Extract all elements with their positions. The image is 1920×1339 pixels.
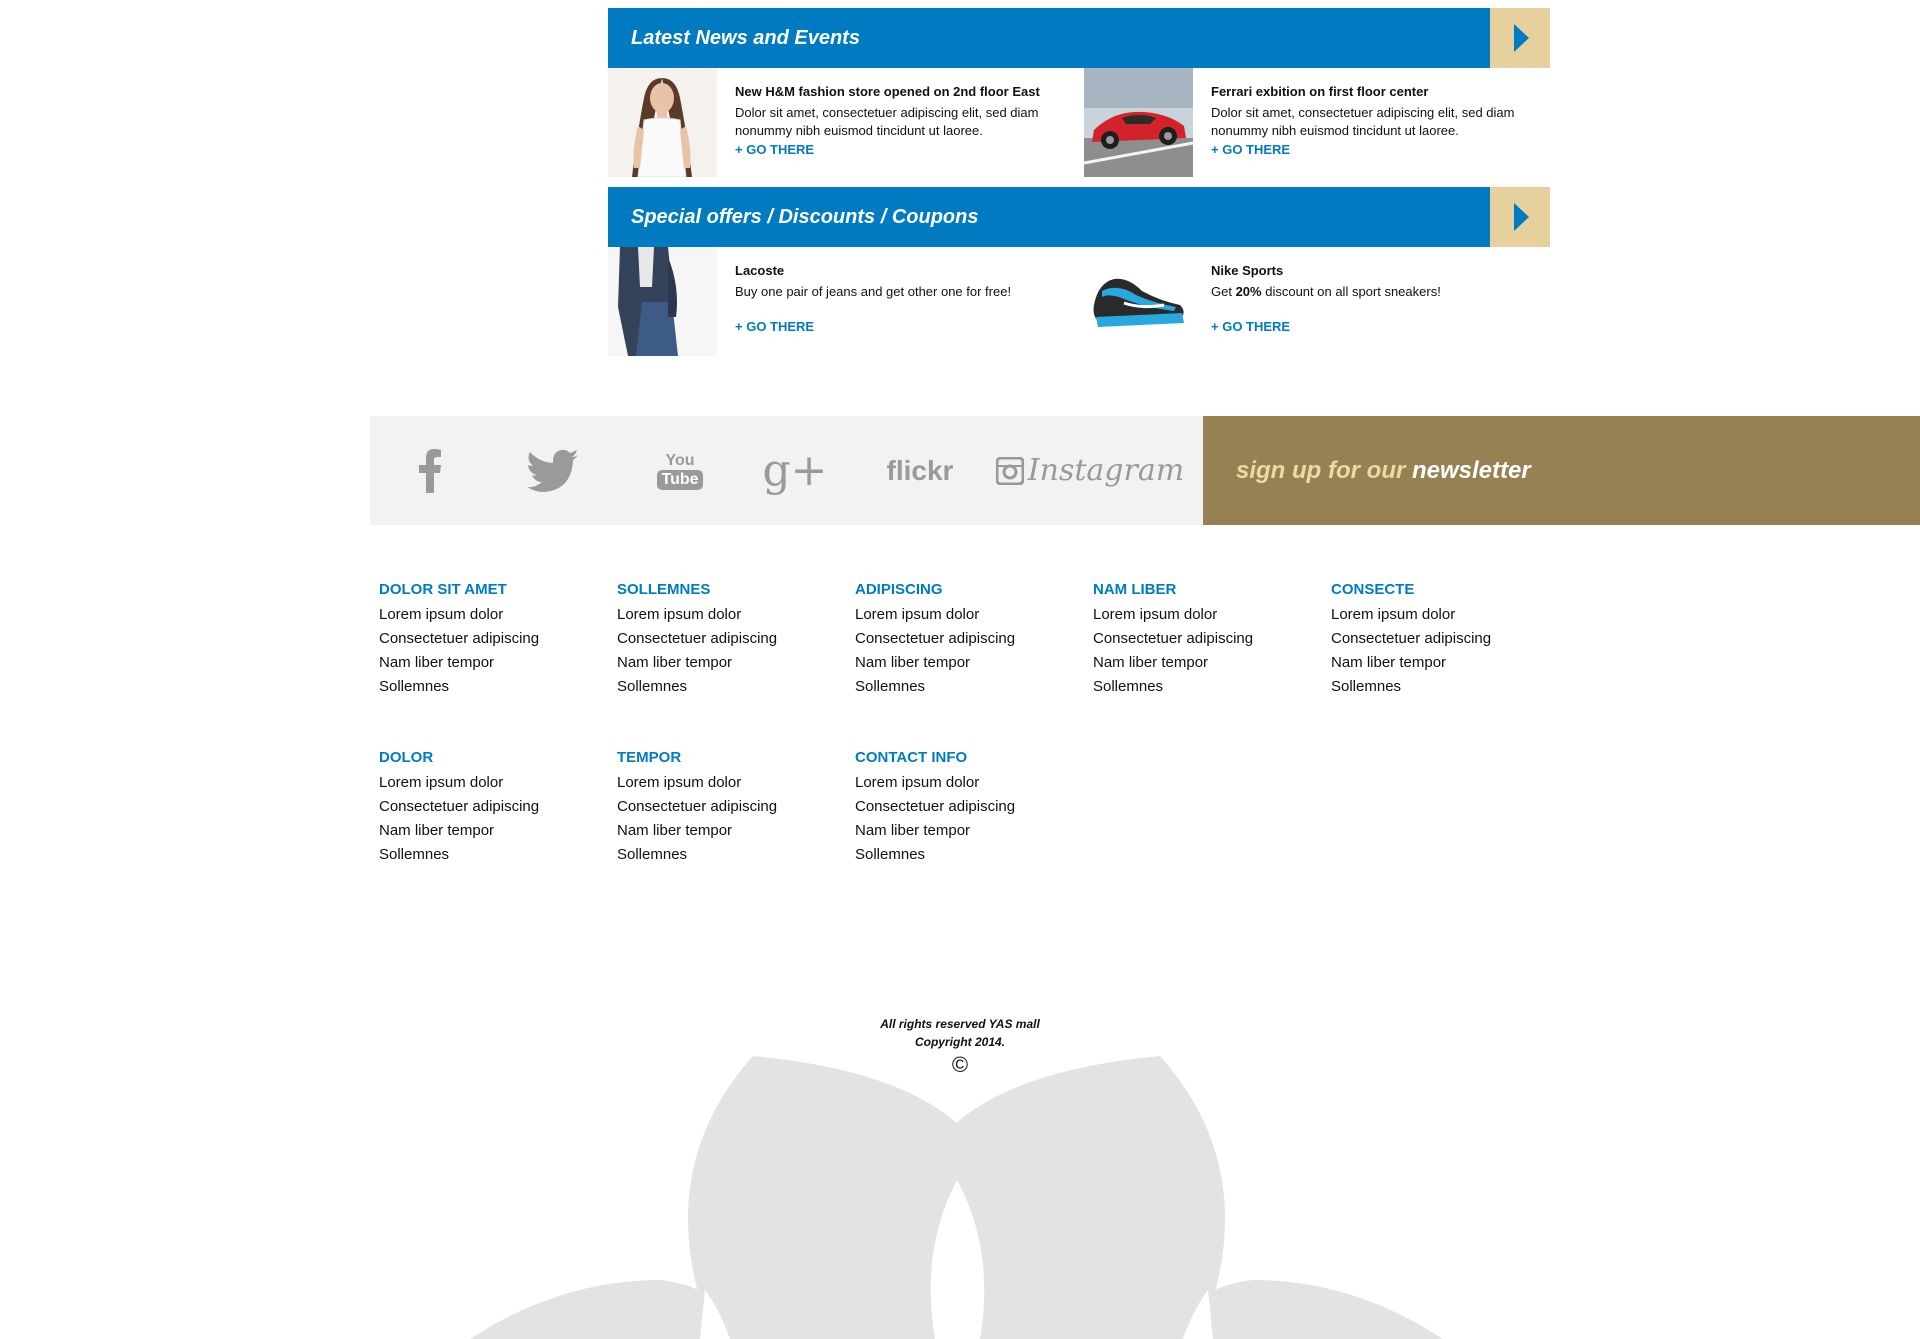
youtube-text-top: You xyxy=(665,451,695,469)
newsletter-main-text: newsletter xyxy=(1411,457,1531,484)
footer-link[interactable]: Nam liber tempor xyxy=(379,822,495,839)
offer-item-title: Nike Sports xyxy=(1211,263,1284,278)
offer-item-title: Lacoste xyxy=(735,263,785,278)
footer-link[interactable]: Nam liber tempor xyxy=(1331,654,1447,671)
footer-link[interactable]: Lorem ipsum dolor xyxy=(617,606,742,623)
offers-title: Special offers / Discounts / Coupons xyxy=(631,206,979,228)
offers-header xyxy=(608,187,1550,247)
copyright-line-1: All rights reserved YAS mall xyxy=(880,1017,1040,1031)
copyright-icon: © xyxy=(951,1052,969,1077)
newsletter-pre-text: sign up for our xyxy=(1236,457,1406,484)
google-plus-icon[interactable] xyxy=(745,416,845,525)
offers-panel xyxy=(608,187,1550,356)
footer-link[interactable]: Nam liber tempor xyxy=(855,822,971,839)
footer-link[interactable]: Lorem ipsum dolor xyxy=(855,606,980,623)
footer-column xyxy=(1331,580,1551,699)
news-item-title: New H&M fashion store opened on 2nd floor East xyxy=(735,84,1040,99)
footer-link[interactable]: Consectetuer adipiscing xyxy=(379,798,540,815)
footer-link[interactable]: Consectetuer adipiscing xyxy=(1331,630,1492,647)
footer-link[interactable]: Lorem ipsum dolor xyxy=(1331,606,1456,623)
news-item xyxy=(1084,68,1555,177)
news-title: Latest News and Events xyxy=(631,27,860,49)
offer-item-description: Buy one pair of jeans and get other one for free! xyxy=(735,284,1012,299)
footer-link[interactable]: Nam liber tempor xyxy=(1093,654,1209,671)
footer-column-heading[interactable]: NAM LIBER xyxy=(1093,581,1177,598)
offer-item-text xyxy=(1211,263,1546,334)
footer-link[interactable]: Nam liber tempor xyxy=(617,822,733,839)
ferrari-car-image xyxy=(1084,68,1193,177)
copyright-line-2: Copyright 2014. xyxy=(914,1035,1006,1049)
footer-link[interactable]: Sollemnes xyxy=(1331,678,1402,695)
news-next-button[interactable] xyxy=(1490,8,1550,68)
news-item xyxy=(608,68,1079,177)
news-item-description: Dolor sit amet, consectetuer adipiscing elit, sed diam nonummy nibh euismod tincidunt ut laoree. xyxy=(735,105,1039,138)
footer-column-heading[interactable]: SOLLEMNES xyxy=(617,581,711,598)
footer-column-heading[interactable]: CONSECTE xyxy=(1331,581,1415,598)
footer-link[interactable]: Nam liber tempor xyxy=(617,654,733,671)
flickr-icon[interactable] xyxy=(860,416,980,525)
footer-column xyxy=(1093,580,1313,699)
arrow-right-icon xyxy=(1514,203,1529,231)
footer-link[interactable]: Sollemnes xyxy=(1093,678,1164,695)
offers-next-button[interactable] xyxy=(1490,187,1550,247)
instagram-text: Instagram xyxy=(1027,453,1185,488)
footer-link[interactable]: Consectetuer adipiscing xyxy=(855,630,1016,647)
footer-column xyxy=(855,748,1075,867)
footer-column-heading[interactable]: DOLOR xyxy=(379,749,434,766)
footer-link[interactable]: Nam liber tempor xyxy=(379,654,495,671)
news-items xyxy=(608,68,1550,177)
go-there-link[interactable]: + GO THERE xyxy=(1211,319,1291,334)
copyright xyxy=(760,1015,1160,1079)
footer-link[interactable]: Consectetuer adipiscing xyxy=(617,798,778,815)
footer-link[interactable]: Lorem ipsum dolor xyxy=(617,774,742,791)
youtube-icon[interactable] xyxy=(630,416,730,525)
offer-item xyxy=(1084,247,1555,356)
footer-link[interactable]: Sollemnes xyxy=(617,678,688,695)
nike-sneaker-image xyxy=(1084,247,1193,356)
footer-link[interactable]: Consectetuer adipiscing xyxy=(617,630,778,647)
footer-link[interactable]: Consectetuer adipiscing xyxy=(1093,630,1254,647)
footer-column-heading[interactable]: CONTACT INFO xyxy=(855,749,968,766)
footer-column-heading[interactable]: TEMPOR xyxy=(617,749,682,766)
footer-link[interactable]: Sollemnes xyxy=(617,846,688,863)
offer-desc-post: discount on all sport sneakers! xyxy=(1261,284,1441,299)
footer-column xyxy=(617,580,837,699)
offer-item-text xyxy=(735,263,1070,334)
go-there-link[interactable]: + GO THERE xyxy=(735,142,815,157)
facebook-icon[interactable] xyxy=(390,416,470,525)
instagram-icon[interactable] xyxy=(995,416,1185,525)
social-bar xyxy=(370,416,1203,525)
footer-link[interactable]: Sollemnes xyxy=(379,678,450,695)
footer-link[interactable]: Nam liber tempor xyxy=(855,654,971,671)
footer-link[interactable]: Lorem ipsum dolor xyxy=(379,606,504,623)
newsletter-text xyxy=(1236,416,1531,525)
newsletter-signup-button[interactable] xyxy=(1203,416,1920,525)
footer-link[interactable]: Consectetuer adipiscing xyxy=(379,630,540,647)
go-there-link[interactable]: + GO THERE xyxy=(735,319,815,334)
footer-link[interactable]: Sollemnes xyxy=(855,678,926,695)
offer-discount-value: 20% xyxy=(1235,284,1262,299)
news-item-text xyxy=(735,84,1070,157)
footer-link[interactable]: Lorem ipsum dolor xyxy=(1093,606,1218,623)
footer-link[interactable]: Sollemnes xyxy=(855,846,926,863)
fashion-model-image xyxy=(608,68,717,177)
flickr-text: flickr xyxy=(886,454,954,486)
footer-link[interactable]: Lorem ipsum dolor xyxy=(855,774,980,791)
news-header xyxy=(608,8,1550,68)
footer-column xyxy=(855,580,1075,699)
footer-column xyxy=(617,748,837,867)
footer-column xyxy=(379,748,599,867)
offers-items xyxy=(608,247,1550,356)
footer-link[interactable]: Sollemnes xyxy=(379,846,450,863)
youtube-text-bottom: Tube xyxy=(657,470,702,490)
offer-item xyxy=(608,247,1079,356)
footer-link[interactable]: Consectetuer adipiscing xyxy=(855,798,1016,815)
news-panel xyxy=(608,8,1550,177)
offer-desc-pre: Get xyxy=(1211,284,1236,299)
arrow-right-icon xyxy=(1514,24,1529,52)
go-there-link[interactable]: + GO THERE xyxy=(1211,142,1291,157)
news-item-text xyxy=(1211,84,1546,157)
google-plus-text: g+ xyxy=(762,444,828,496)
footer-column xyxy=(379,580,599,699)
footer-column-heading[interactable]: ADIPISCING xyxy=(855,581,943,598)
offer-item-description xyxy=(1211,283,1546,301)
news-item-description: Dolor sit amet, consectetuer adipiscing elit, sed diam nonummy nibh euismod tincidunt ut laoree. xyxy=(1211,105,1515,138)
news-item-title: Ferrari exbition on first floor center xyxy=(1211,84,1429,99)
twitter-icon[interactable] xyxy=(503,416,603,525)
footer-link[interactable]: Lorem ipsum dolor xyxy=(379,774,504,791)
footer-column-heading[interactable]: DOLOR SIT AMET xyxy=(379,581,507,598)
lacoste-model-image xyxy=(608,247,717,356)
